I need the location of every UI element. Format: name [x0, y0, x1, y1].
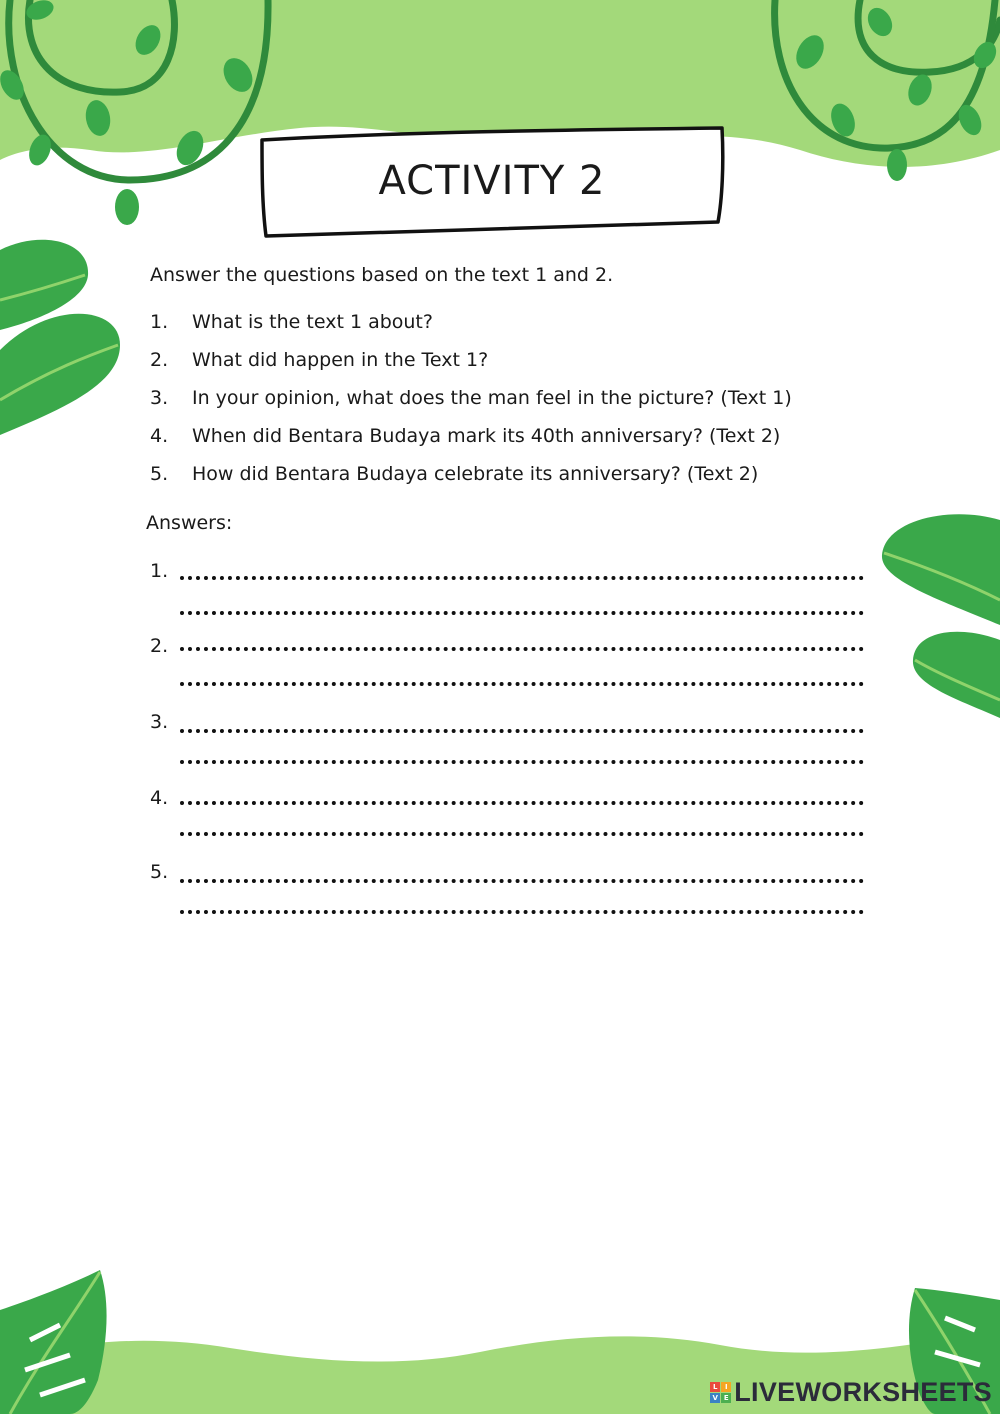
- answer-line[interactable]: [180, 611, 864, 615]
- answer-number: 2.: [150, 635, 169, 657]
- title-box: [262, 128, 722, 234]
- page-title: ACTIVITY 2: [378, 158, 606, 204]
- question-number: 1.: [150, 311, 169, 333]
- bottom-left-monstera: [0, 1270, 107, 1414]
- logo-letter: E: [721, 1393, 731, 1403]
- question-text: How did Bentara Budaya celebrate its anniversary? (Text 2): [192, 463, 759, 485]
- answer-line[interactable]: [180, 879, 864, 883]
- logo-blocks-icon: [710, 1382, 731, 1403]
- right-banana-leaves: [882, 514, 1000, 718]
- answer-line[interactable]: [180, 647, 864, 651]
- logo-letter: I: [721, 1382, 731, 1392]
- question-number: 3.: [150, 387, 169, 409]
- answers-label: Answers:: [146, 512, 233, 534]
- left-banana-leaves: [0, 240, 120, 435]
- question-item: [150, 463, 792, 501]
- question-item: [150, 311, 792, 349]
- logo-text: LIVEWORKSHEETS: [734, 1377, 992, 1407]
- question-text: What is the text 1 about?: [192, 311, 433, 333]
- answer-line[interactable]: [180, 729, 864, 733]
- logo-letter: V: [710, 1393, 720, 1403]
- question-number: 2.: [150, 349, 169, 371]
- question-text: When did Bentara Budaya mark its 40th anniversary? (Text 2): [192, 425, 781, 447]
- question-number: 5.: [150, 463, 169, 485]
- answer-number: 1.: [150, 560, 169, 582]
- answer-line[interactable]: [180, 576, 864, 580]
- question-list: [150, 311, 792, 501]
- answer-number: 5.: [150, 861, 169, 883]
- answer-number: 4.: [150, 787, 169, 809]
- question-number: 4.: [150, 425, 169, 447]
- question-item: [150, 425, 792, 463]
- liveworksheets-logo[interactable]: [710, 1377, 992, 1408]
- question-item: [150, 349, 792, 387]
- instruction-text: Answer the questions based on the text 1 and 2.: [150, 264, 614, 286]
- answer-line[interactable]: [180, 760, 864, 764]
- answer-line[interactable]: [180, 801, 864, 805]
- question-item: [150, 387, 792, 425]
- answer-line[interactable]: [180, 682, 864, 686]
- question-text: In your opinion, what does the man feel in the picture? (Text 1): [192, 387, 792, 409]
- answer-line[interactable]: [180, 832, 864, 836]
- question-text: What did happen in the Text 1?: [192, 349, 489, 371]
- answer-number: 3.: [150, 711, 169, 733]
- logo-letter: L: [710, 1382, 720, 1392]
- answer-line[interactable]: [180, 910, 864, 914]
